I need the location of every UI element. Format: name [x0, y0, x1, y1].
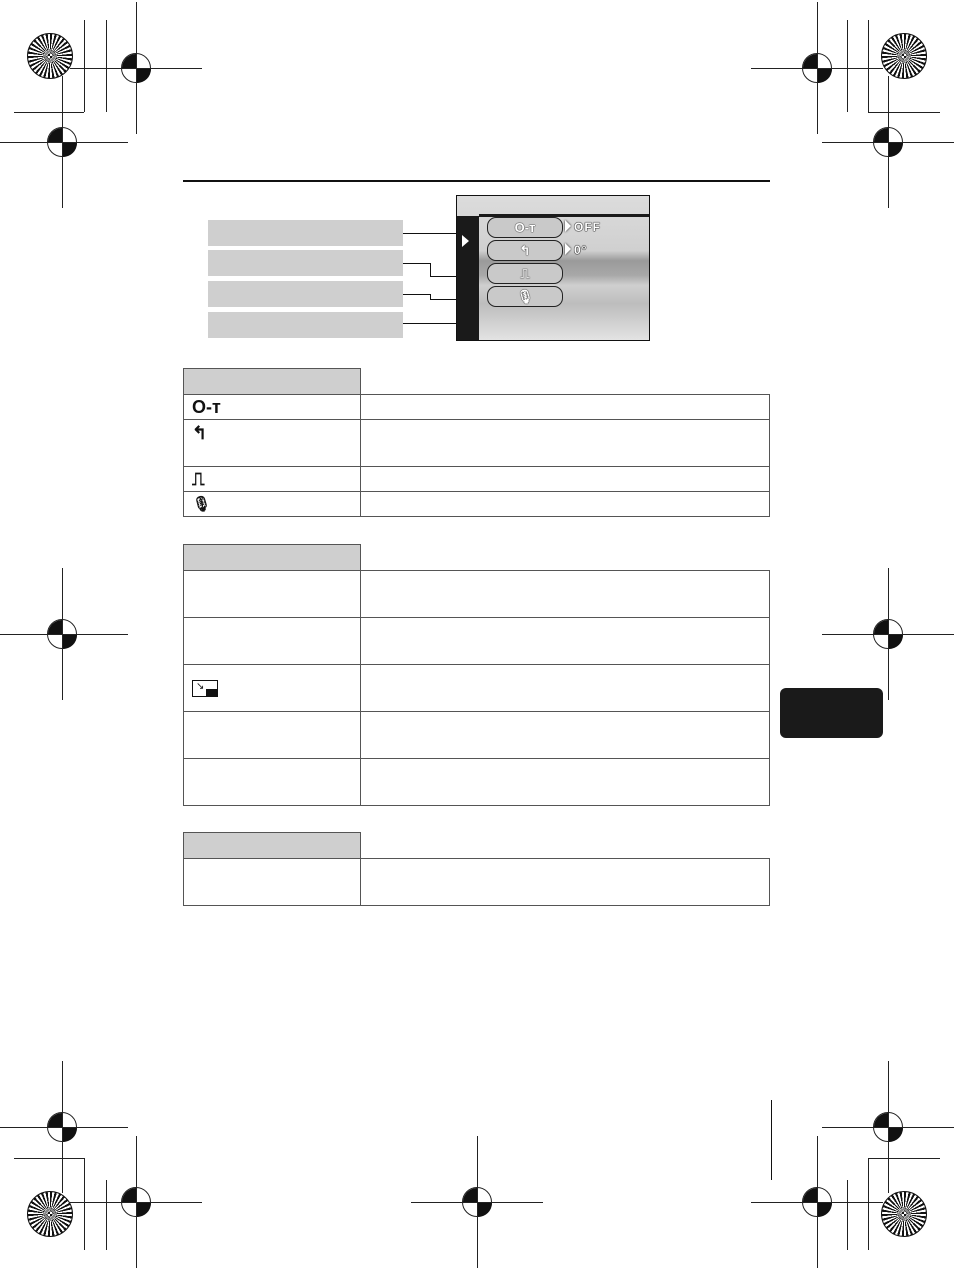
leader-line — [430, 299, 457, 300]
leader-line — [403, 294, 430, 295]
print-icon: ⎍ — [192, 468, 205, 489]
sound-menu-item[interactable] — [487, 286, 563, 307]
callout-box-4 — [208, 312, 403, 338]
lock-menu-item[interactable] — [487, 217, 563, 238]
registration-mark — [888, 634, 889, 635]
table-row — [184, 618, 770, 665]
table-row — [184, 665, 770, 712]
crop-mark — [106, 20, 107, 112]
starburst-mark — [27, 1191, 73, 1237]
leader-line — [430, 263, 431, 276]
crop-mark — [868, 1158, 940, 1159]
crop-mark — [84, 20, 85, 112]
registration-mark — [62, 142, 63, 143]
leader-line — [430, 276, 457, 277]
rotate-icon: ↰ — [192, 423, 208, 443]
table-header — [184, 369, 361, 395]
camera-lcd-screen — [456, 195, 650, 341]
registration-mark — [62, 1127, 63, 1128]
registration-mark — [888, 1127, 889, 1128]
table-row — [184, 395, 770, 420]
rotate-menu-item[interactable] — [487, 240, 563, 261]
print-menu-item[interactable] — [487, 263, 563, 284]
chapter-side-tab — [780, 688, 883, 738]
crop-mark — [84, 1158, 85, 1250]
crop-mark — [14, 112, 84, 113]
registration-mark — [136, 68, 137, 69]
second-menu-table — [183, 544, 770, 806]
table-row — [184, 859, 770, 906]
callout-box-2 — [208, 250, 403, 276]
crop-mark — [14, 1158, 84, 1159]
crop-mark — [868, 20, 869, 112]
third-menu-table — [183, 832, 770, 906]
registration-mark — [477, 1202, 478, 1203]
rotate-icon: ↰ — [519, 242, 531, 258]
callout-box-1 — [208, 220, 403, 246]
microphone-icon: 🎙 — [516, 288, 534, 304]
table-header — [184, 833, 361, 859]
print-icon: ⎍ — [520, 265, 530, 281]
starburst-mark — [881, 1191, 927, 1237]
crop-mark — [868, 1158, 869, 1250]
starburst-mark — [27, 33, 73, 79]
key-icon: O-т — [514, 220, 536, 235]
table-row — [184, 467, 770, 492]
crop-mark — [106, 1180, 107, 1250]
page-number-rule — [771, 1100, 772, 1180]
registration-mark — [817, 1202, 818, 1203]
leader-line — [403, 233, 457, 234]
leader-line — [403, 323, 457, 324]
callout-box-3 — [208, 281, 403, 307]
table-row — [184, 571, 770, 618]
menu-pointer-icon — [462, 235, 469, 247]
crop-mark — [847, 20, 848, 112]
table-row — [184, 712, 770, 759]
leader-line — [403, 263, 430, 264]
starburst-mark — [881, 33, 927, 79]
rotate-value: 0° — [565, 243, 587, 257]
crop-mark — [868, 112, 940, 113]
table-row — [184, 420, 770, 467]
registration-mark — [136, 1202, 137, 1203]
table-row — [184, 759, 770, 806]
registration-mark — [62, 634, 63, 635]
microphone-icon: 🎙 — [192, 496, 212, 513]
crop-mark — [847, 1180, 848, 1250]
key-icon: O-т — [192, 396, 221, 417]
header-rule — [183, 180, 770, 182]
table-header — [184, 545, 361, 571]
lock-value: OFF — [565, 220, 601, 234]
index-icon: ↘ — [192, 680, 218, 697]
play-menu-table — [183, 368, 770, 517]
registration-mark — [888, 142, 889, 143]
table-row — [184, 492, 770, 517]
registration-mark — [817, 68, 818, 69]
